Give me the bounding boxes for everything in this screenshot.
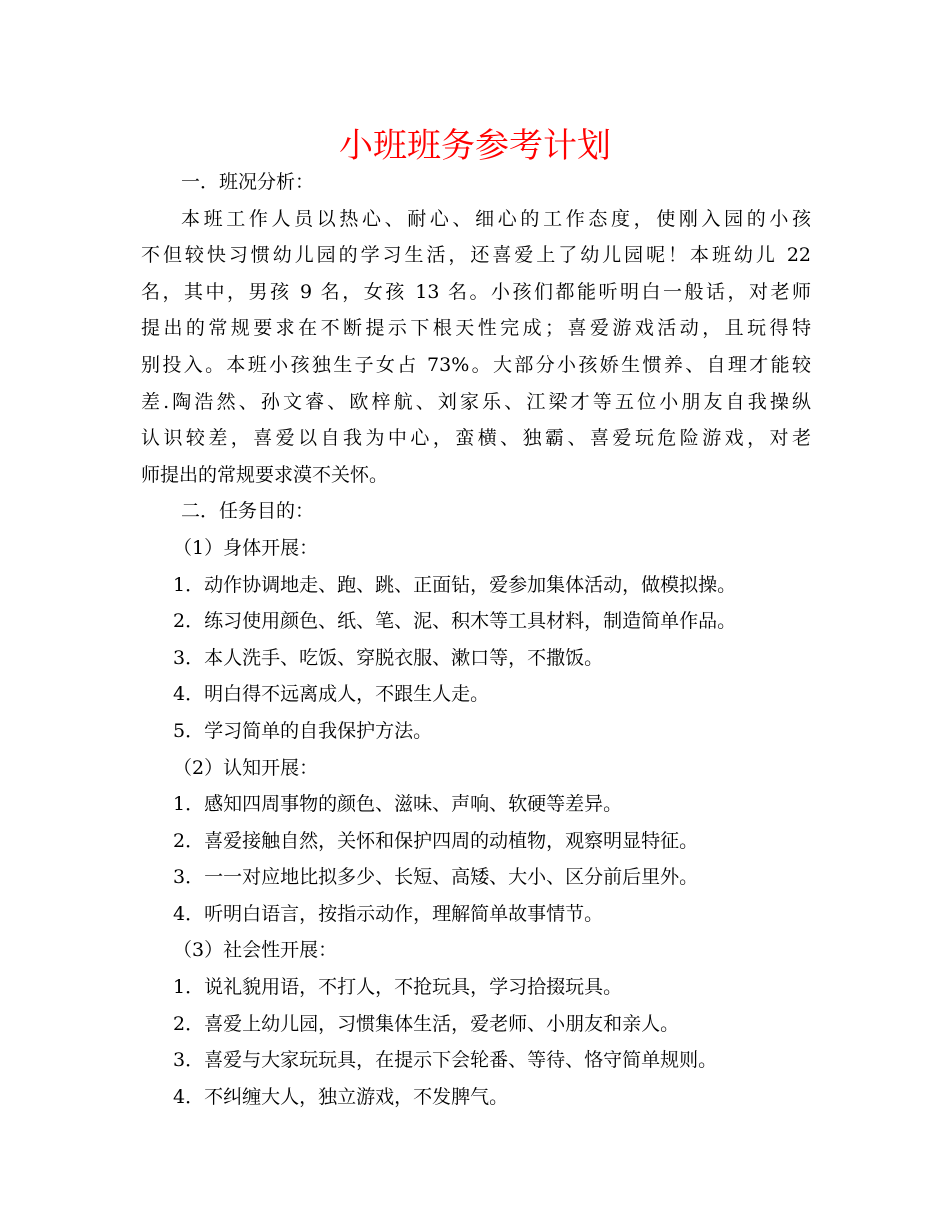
document-title: 小班班务参考计划 <box>339 126 611 166</box>
paragraph-line: 师提出的常规要求漠不关怀。 <box>141 463 389 486</box>
section-heading-class-analysis: 一．班况分析： <box>181 171 315 193</box>
list-item: 3．本人洗手、吃饭、穿脱衣服、漱口等，不撒饭。 <box>173 646 604 669</box>
paragraph-line: 本班工作人员以热心、耐心、细心的工作态度，使刚入园的小孩 <box>181 207 811 230</box>
list-item: 1．说礼貌用语，不打人，不抢玩具，学习拾掇玩具。 <box>173 976 623 999</box>
paragraph-line: 不但较快习惯幼儿园的学习生活，还喜爱上了幼儿园呢！本班幼儿 22 <box>141 244 811 267</box>
list-item: 3．一一对应地比拟多少、长短、高矮、大小、区分前后里外。 <box>173 866 699 889</box>
subsection-heading-social: （3）社会性开展： <box>173 939 338 962</box>
subsection-heading-cognitive: （2）认知开展： <box>173 756 319 779</box>
paragraph-line: 认识较差，喜爱以自我为中心，蛮横、独霸、喜爱玩危险游戏，对老 <box>141 427 811 450</box>
list-item: 1．感知四周事物的颜色、滋味、声响、软硬等差异。 <box>173 793 623 816</box>
list-item: 5．学习简单的自我保护方法。 <box>173 719 433 742</box>
list-item: 1．动作协调地走、跑、跳、正面钻，爱参加集体活动，做模拟操。 <box>173 573 737 596</box>
list-item: 4．不纠缠大人，独立游戏，不发脾气。 <box>173 1085 509 1108</box>
list-item: 2．喜爱接触自然，关怀和保护四周的动植物，观察明显特征。 <box>173 829 699 852</box>
list-item: 2．喜爱上幼儿园，习惯集体生活，爱老师、小朋友和亲人。 <box>173 1012 680 1035</box>
paragraph-line: 提出的常规要求在不断提示下根天性完成；喜爱游戏活动，且玩得特 <box>141 317 811 340</box>
list-item: 3．喜爱与大家玩玩具，在提示下会轮番、等待、恪守简单规则。 <box>173 1049 718 1072</box>
section-heading-task-goals: 二．任务目的： <box>181 500 315 523</box>
paragraph-line: 名，其中，男孩 9 名，女孩 13 名。小孩们都能听明白一般话，对老师 <box>141 280 811 303</box>
list-item: 4．听明白语言，按指示动作，理解简单故事情节。 <box>173 902 604 925</box>
list-item: 2．练习使用颜色、纸、笔、泥、积木等工具材料，制造简单作品。 <box>173 610 737 633</box>
paragraph-line: 差.陶浩然、孙文睿、欧梓航、刘家乐、江梁才等五位小朋友自我操纵 <box>141 390 811 413</box>
subsection-heading-physical: （1）身体开展： <box>173 536 319 559</box>
paragraph-line: 别投入。本班小孩独生子女占 73%。大部分小孩娇生惯养、自理才能较 <box>141 353 811 376</box>
document-body <box>141 164 811 1115</box>
list-item: 4．明白得不远离成人，不跟生人走。 <box>173 683 490 706</box>
